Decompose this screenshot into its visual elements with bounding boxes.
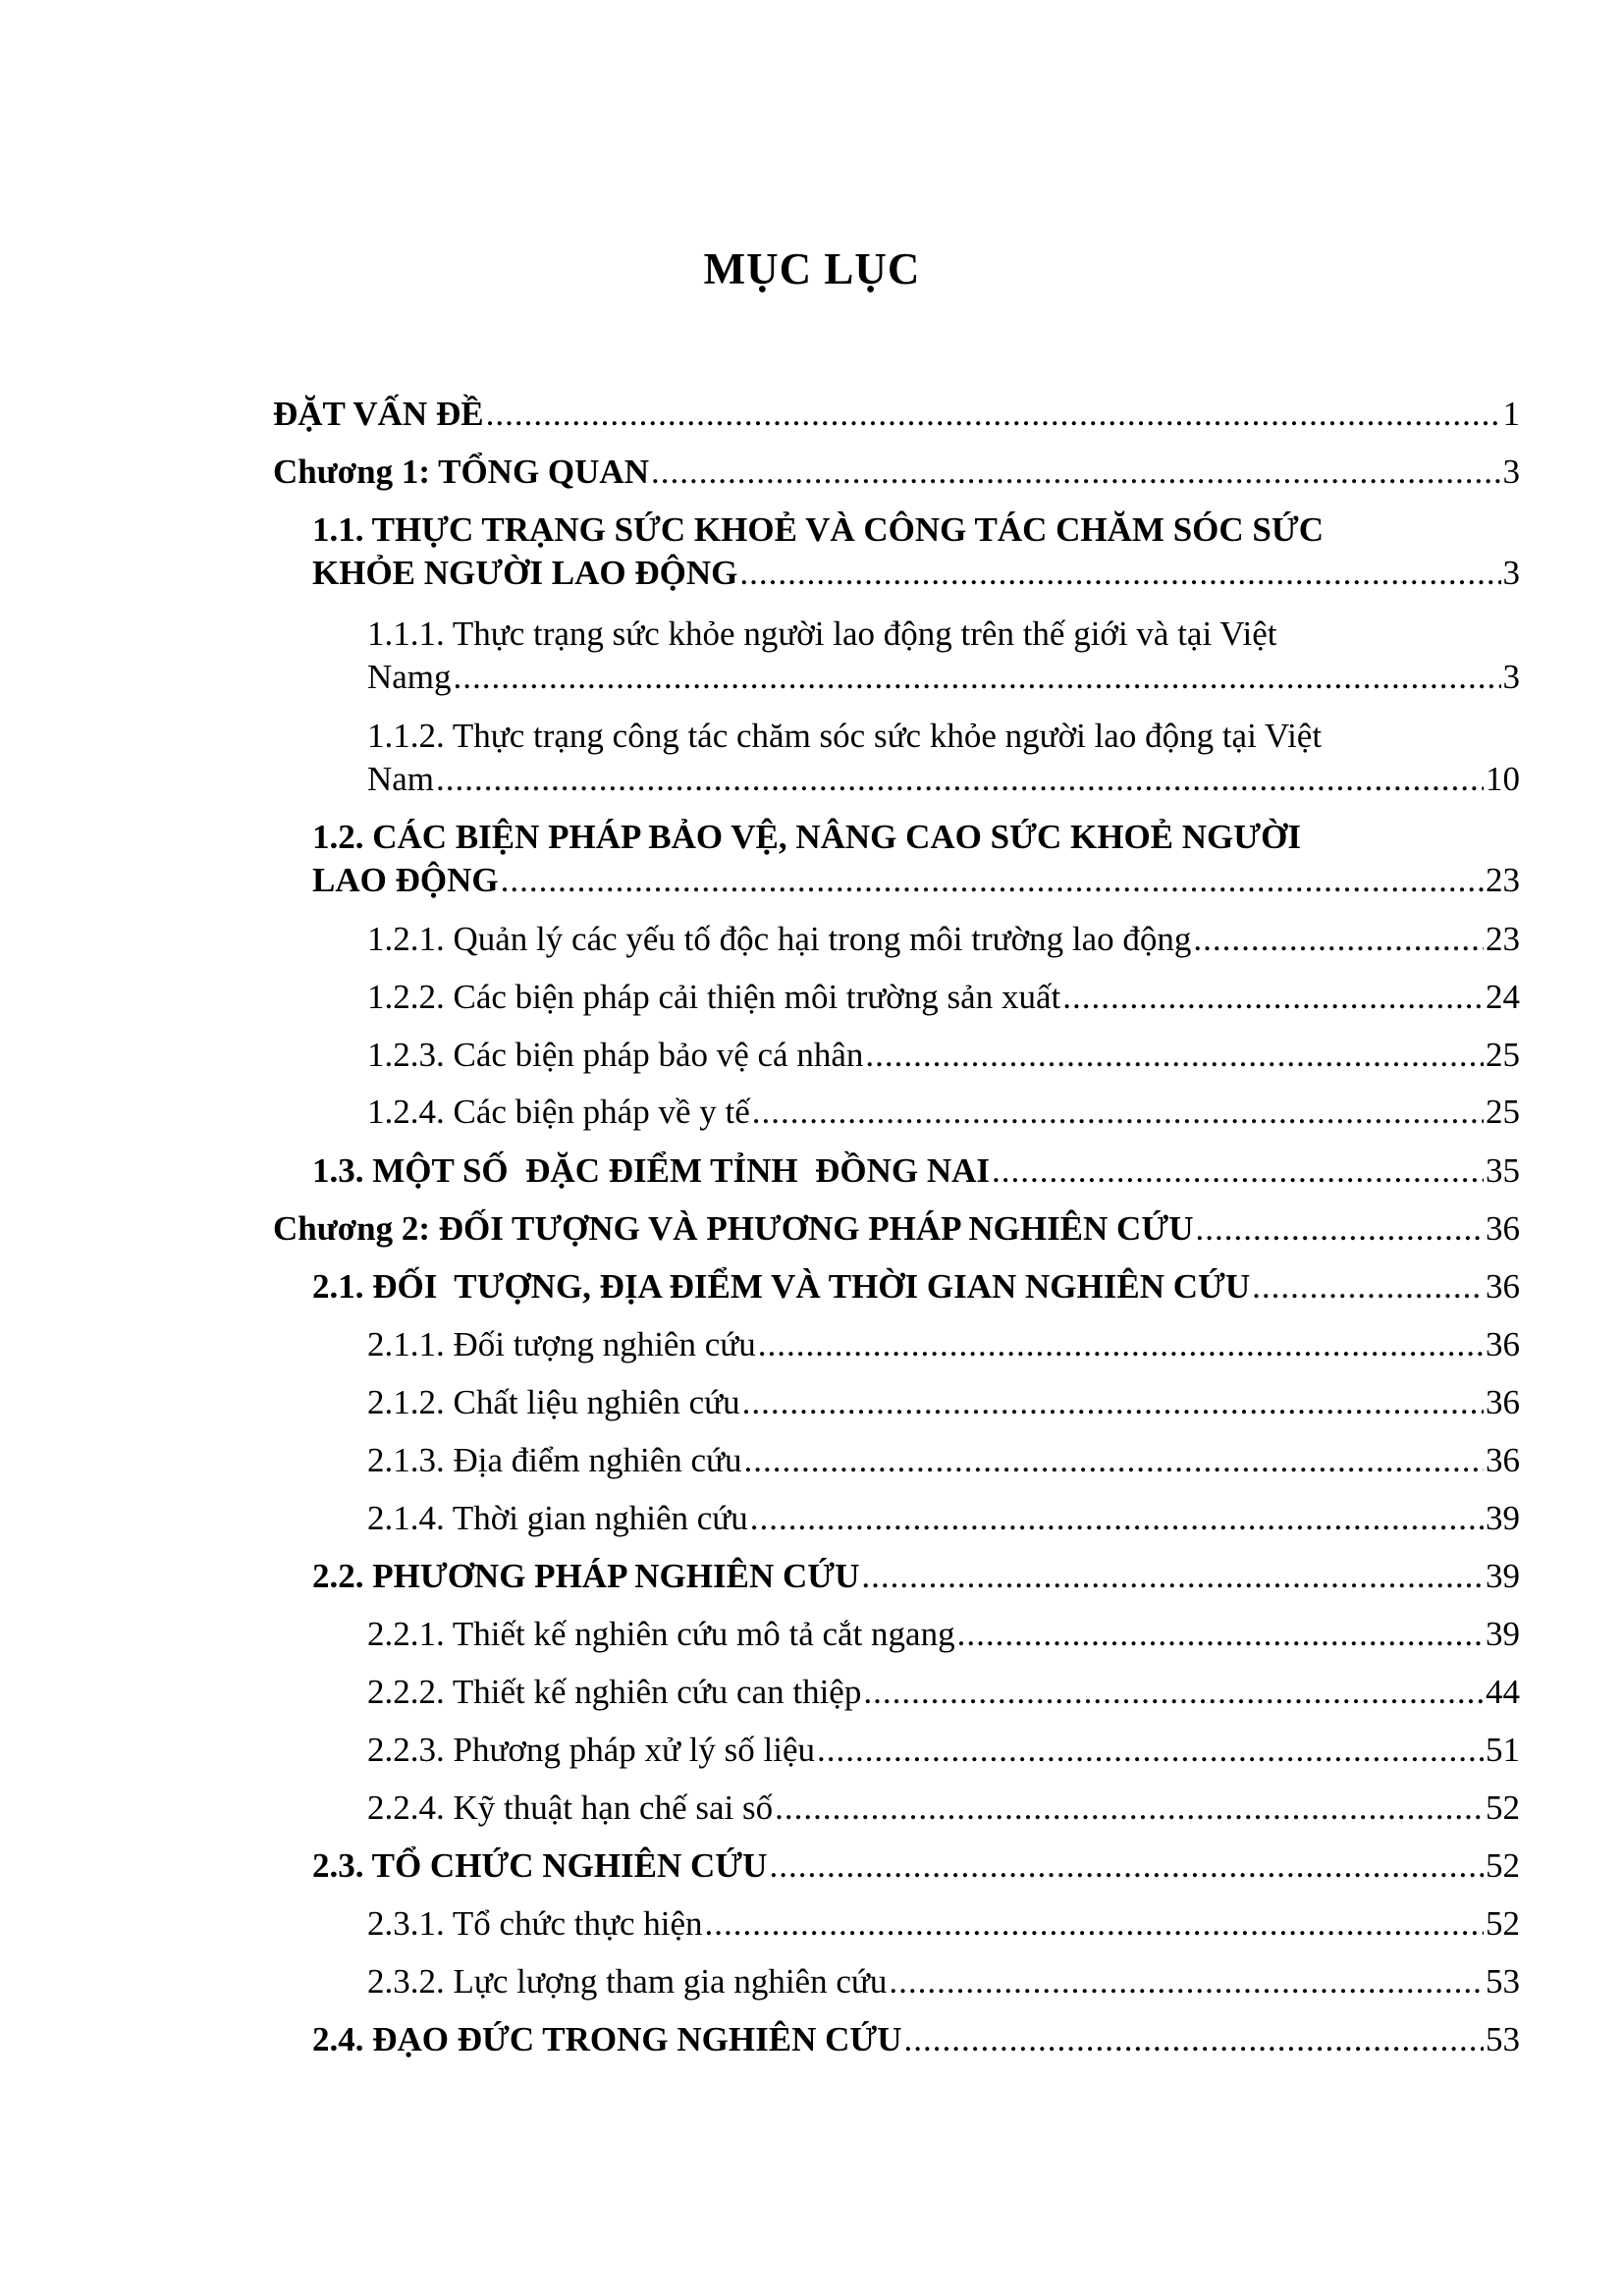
toc-entry[interactable] (312, 1844, 1520, 1888)
toc-entry-text: 1.2.3. Các biện pháp bảo vệ cá nhân (367, 1036, 864, 1074)
toc-entry[interactable] (273, 451, 1520, 494)
toc-leader-dots (651, 451, 1501, 494)
toc-entry[interactable] (312, 1265, 1520, 1308)
toc-entry-text: Nam (367, 760, 435, 798)
toc-entry-text: LAO ĐỘNG (312, 861, 499, 899)
toc-leader-dots (744, 1439, 1484, 1482)
toc-page-number: 25 (1486, 1093, 1520, 1131)
toc-page-number: 36 (1486, 1325, 1520, 1363)
toc-entry[interactable] (367, 715, 1520, 801)
toc-page-number: 23 (1486, 920, 1520, 958)
toc-leader-dots (904, 2018, 1484, 2061)
toc-page-number: 24 (1486, 978, 1520, 1016)
toc-page-number: 3 (1502, 453, 1520, 491)
toc-page-number: 39 (1486, 1615, 1520, 1653)
toc-leader-dots (861, 1555, 1484, 1598)
toc-entry[interactable] (367, 1960, 1520, 2003)
toc-leader-dots (992, 1149, 1484, 1193)
toc-page-number: 36 (1486, 1267, 1520, 1306)
toc-entry[interactable] (367, 1034, 1520, 1077)
toc-leader-dots (1193, 918, 1484, 961)
toc-leader-dots (758, 1323, 1484, 1366)
toc-page-number: 3 (1502, 554, 1520, 592)
toc-page-number: 10 (1486, 760, 1520, 798)
toc-entry[interactable] (367, 918, 1520, 961)
toc-entry-text: 2.1.4. Thời gian nghiên cứu (367, 1499, 748, 1537)
toc-entry[interactable] (367, 1439, 1520, 1482)
toc-leader-dots (957, 1613, 1484, 1656)
toc-page-number: 1 (1502, 395, 1520, 433)
toc-leader-dots (486, 393, 1501, 436)
toc-leader-dots (454, 656, 1501, 699)
toc-entry[interactable] (367, 1671, 1520, 1714)
toc-leader-dots (863, 1671, 1484, 1714)
toc-page-number: 23 (1486, 861, 1520, 899)
toc-page-number: 51 (1486, 1731, 1520, 1769)
toc-entry-text: 2.1.3. Địa điểm nghiên cứu (367, 1441, 742, 1479)
toc-leader-dots (817, 1729, 1484, 1772)
toc-page-number: 39 (1486, 1499, 1520, 1537)
toc-leader-dots (1252, 1265, 1484, 1308)
toc-leader-dots (742, 1381, 1484, 1424)
toc-entry-text: Namg (367, 658, 452, 696)
toc-entry-text: 2.2.4. Kỹ thuật hạn chế sai số (367, 1789, 774, 1827)
toc-entry[interactable] (312, 508, 1520, 595)
toc-entry-text: 1.2.1. Quản lý các yếu tố độc hại trong môi trường lao động (367, 920, 1192, 958)
toc-leader-dots (775, 1787, 1484, 1830)
toc-entry-text: 2.1.2. Chất liệu nghiên cứu (367, 1383, 740, 1421)
toc-page-number: 52 (1486, 1846, 1520, 1885)
toc-page-number: 25 (1486, 1036, 1520, 1074)
toc-entry[interactable] (273, 393, 1520, 436)
toc-entry-text: 1.2.4. Các biện pháp về y tế (367, 1093, 750, 1131)
toc-entry-text: 2.2.1. Thiết kế nghiên cứu mô tả cắt ngang (367, 1615, 955, 1653)
toc-entry-text: 2.3.1. Tổ chức thực hiện (367, 1904, 703, 1943)
toc-entry[interactable] (367, 1729, 1520, 1772)
toc-leader-dots (865, 1034, 1484, 1077)
toc-leader-dots (750, 1497, 1484, 1540)
toc-page-number: 3 (1502, 658, 1520, 696)
toc-entry-text-line1: 1.1.2. Thực trạng công tác chăm sóc sức khỏe người lao động tại Việt (367, 717, 1323, 755)
toc-page-number: 36 (1486, 1441, 1520, 1479)
toc-entry-text: 2.2. PHƯƠNG PHÁP NGHIÊN CỨU (312, 1557, 860, 1595)
toc-entry[interactable] (367, 613, 1520, 699)
toc-page-number: 53 (1486, 2020, 1520, 2058)
toc-entry-text: Chương 1: TỔNG QUAN (273, 453, 649, 491)
toc-entry[interactable] (312, 1555, 1520, 1598)
toc-page-number: 52 (1486, 1789, 1520, 1827)
toc-entry[interactable] (367, 976, 1520, 1019)
toc-entry-text: 2.3.2. Lực lượng tham gia nghiên cứu (367, 1962, 888, 2001)
toc-page-number: 52 (1486, 1904, 1520, 1943)
toc-entry-text: 2.4. ĐẠO ĐỨC TRONG NGHIÊN CỨU (312, 2020, 902, 2058)
toc-leader-dots (501, 859, 1484, 902)
toc-leader-dots (889, 1960, 1484, 2003)
toc-entry-text-line1: 1.2. CÁC BIỆN PHÁP BẢO VỆ, NÂNG CAO SỨC KHOẺ NGƯỜI (312, 818, 1301, 856)
toc-entry-text: Chương 2: ĐỐI TƯỢNG VÀ PHƯƠNG PHÁP NGHIÊN CỨU (273, 1209, 1194, 1248)
toc-entry-text: ĐẶT VẤN ĐỀ (273, 395, 484, 433)
toc-leader-dots (436, 758, 1484, 801)
toc-leader-dots (752, 1091, 1484, 1134)
toc-page-number: 53 (1486, 1962, 1520, 2001)
toc-entry[interactable] (367, 1381, 1520, 1424)
toc-entry-text: 2.1.1. Đối tượng nghiên cứu (367, 1325, 756, 1363)
toc-entry[interactable] (312, 1149, 1520, 1193)
toc-entry[interactable] (367, 1497, 1520, 1540)
toc-entry-text: 2.2.3. Phương pháp xử lý số liệu (367, 1731, 816, 1769)
toc-entry[interactable] (367, 1787, 1520, 1830)
toc-page-number: 44 (1486, 1673, 1520, 1711)
toc-entry-text: KHỎE NGƯỜI LAO ĐỘNG (312, 554, 738, 592)
toc-entry[interactable] (367, 1613, 1520, 1656)
toc-page-number: 36 (1486, 1383, 1520, 1421)
toc-page-number: 35 (1486, 1151, 1520, 1190)
page-title: MỤC LỤC (703, 244, 921, 294)
toc-leader-dots (739, 552, 1500, 595)
toc-entry[interactable] (367, 1091, 1520, 1134)
toc-entry-text: 2.1. ĐỐI TƯỢNG, ĐỊA ĐIỂM VÀ THỜI GIAN NGHIÊN CỨU (312, 1267, 1251, 1306)
toc-entry-text: 1.3. MỘT SỐ ĐẶC ĐIỂM TỈNH ĐỒNG NAI (312, 1151, 991, 1190)
toc-entry-text: 2.3. TỔ CHỨC NGHIÊN CỨU (312, 1846, 768, 1885)
toc-page-number: 39 (1486, 1557, 1520, 1595)
toc-entry[interactable] (312, 2018, 1520, 2061)
toc-entry-text: 1.2.2. Các biện pháp cải thiện môi trường sản xuất (367, 978, 1061, 1016)
toc-leader-dots (769, 1844, 1484, 1888)
toc-entry[interactable] (367, 1902, 1520, 1946)
toc-entry[interactable] (273, 1207, 1520, 1251)
toc-entry-text: 2.2.2. Thiết kế nghiên cứu can thiệp (367, 1673, 862, 1711)
toc-entry-text-line1: 1.1.1. Thực trạng sức khỏe người lao động trên thế giới và tại Việt (367, 614, 1277, 653)
toc-entry[interactable] (312, 816, 1520, 902)
toc-leader-dots (1062, 976, 1484, 1019)
toc-leader-dots (1195, 1207, 1484, 1251)
toc-entry-text-line1: 1.1. THỰC TRẠNG SỨC KHOẺ VÀ CÔNG TÁC CHĂM SÓC SỨC (312, 510, 1325, 549)
toc-entry[interactable] (367, 1323, 1520, 1366)
toc-leader-dots (705, 1902, 1484, 1946)
toc-page-number: 36 (1486, 1209, 1520, 1248)
